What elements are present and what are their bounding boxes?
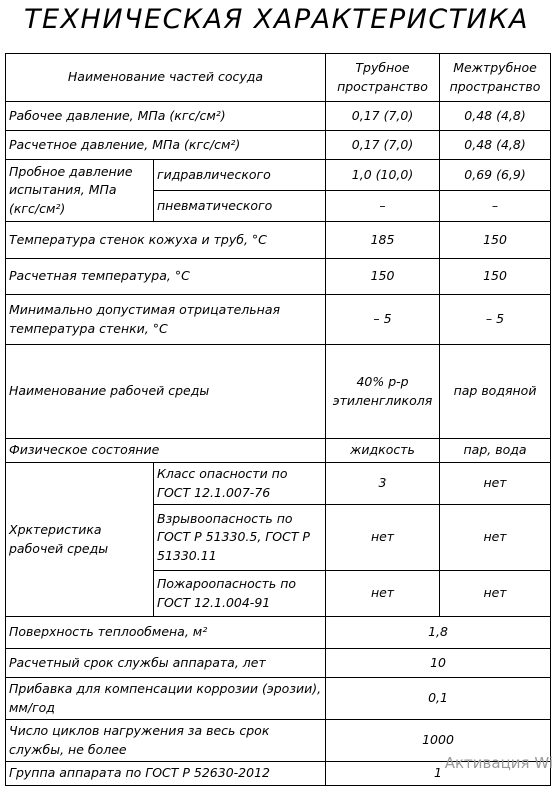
tube-fire: нет (326, 571, 440, 617)
row-min-temp (6, 295, 551, 345)
header-name: Наименование частей сосуда (6, 54, 326, 102)
shell-test-hydro: 0,69 (6,9) (440, 160, 551, 191)
value-group: 1 (326, 762, 551, 786)
header-row (6, 54, 551, 102)
label-fire: Пожароопасность по ГОСТ 12.1.004-91 (154, 571, 326, 617)
value-service-life: 10 (326, 649, 551, 678)
value-corrosion: 0,1 (326, 678, 551, 720)
tube-state: жидкость (326, 439, 440, 463)
tube-calc-pressure: 0,17 (7,0) (326, 131, 440, 160)
label-corrosion: Прибавка для компенсации коррозии (эрозии), мм/год (6, 678, 326, 720)
shell-work-pressure: 0,48 (4,8) (440, 102, 551, 131)
label-danger-class: Класс опасности по ГОСТ 12.1.007-76 (154, 463, 326, 505)
tube-calc-temp: 150 (326, 259, 440, 295)
label-test-hydro: гидравлического (154, 160, 326, 191)
row-surface (6, 617, 551, 649)
label-test-pneumo: пневматического (154, 191, 326, 222)
row-calc-temp (6, 259, 551, 295)
row-corrosion (6, 678, 551, 720)
tube-medium: 40% р-р этиленгликоля (326, 345, 440, 439)
label-test-pressure: Пробное давление испытания, МПа (кгс/см²) (6, 160, 154, 222)
label-min-temp: Минимально допустимая отрицательная температура стенки, °C (6, 295, 326, 345)
row-state (6, 439, 551, 463)
tube-test-hydro: 1,0 (10,0) (326, 160, 440, 191)
shell-state: пар, вода (440, 439, 551, 463)
value-cycles: 1000 (326, 720, 551, 762)
tube-work-pressure: 0,17 (7,0) (326, 102, 440, 131)
row-calc-pressure (6, 131, 551, 160)
shell-min-temp: – 5 (440, 295, 551, 345)
label-explosion: Взрывоопасность по ГОСТ Р 51330.5, ГОСТ Р 51330.11 (154, 505, 326, 571)
label-cycles: Число циклов нагружения за весь срок службы, не более (6, 720, 326, 762)
header-tube: Трубное пространство (326, 54, 440, 102)
row-test-hydro (6, 160, 551, 191)
shell-test-pneumo: – (440, 191, 551, 222)
shell-danger-class: нет (440, 463, 551, 505)
row-wall-temp (6, 222, 551, 259)
label-service-life: Расчетный срок службы аппарата, лет (6, 649, 326, 678)
label-group: Группа аппарата по ГОСТ Р 52630-2012 (6, 762, 326, 786)
document-title: ТЕХНИЧЕСКАЯ ХАРАКТЕРИСТИКА (23, 4, 530, 35)
label-calc-pressure: Расчетное давление, МПа (кгс/см²) (6, 131, 326, 160)
tube-explosion: нет (326, 505, 440, 571)
label-state: Физическое состояние (6, 439, 326, 463)
tube-min-temp: – 5 (326, 295, 440, 345)
shell-fire: нет (440, 571, 551, 617)
shell-explosion: нет (440, 505, 551, 571)
row-service-life (6, 649, 551, 678)
label-calc-temp: Расчетная температура, °C (6, 259, 326, 295)
shell-calc-temp: 150 (440, 259, 551, 295)
label-medium-char: Хрктеристика рабочей среды (6, 463, 154, 617)
label-wall-temp: Температура стенок кожуха и труб, °C (6, 222, 326, 259)
spec-table (5, 53, 551, 786)
label-work-pressure: Рабочее давление, МПа (кгс/см²) (6, 102, 326, 131)
shell-wall-temp: 150 (440, 222, 551, 259)
tube-wall-temp: 185 (326, 222, 440, 259)
activation-watermark: Активация Wi (444, 754, 553, 772)
label-surface: Поверхность теплообмена, м² (6, 617, 326, 649)
header-shell: Межтрубное пространство (440, 54, 551, 102)
value-surface: 1,8 (326, 617, 551, 649)
tube-test-pneumo: – (326, 191, 440, 222)
label-medium: Наименование рабочей среды (6, 345, 326, 439)
row-danger-class (6, 463, 551, 505)
row-work-pressure (6, 102, 551, 131)
shell-medium: пар водяной (440, 345, 551, 439)
shell-calc-pressure: 0,48 (4,8) (440, 131, 551, 160)
tube-danger-class: 3 (326, 463, 440, 505)
row-medium (6, 345, 551, 439)
